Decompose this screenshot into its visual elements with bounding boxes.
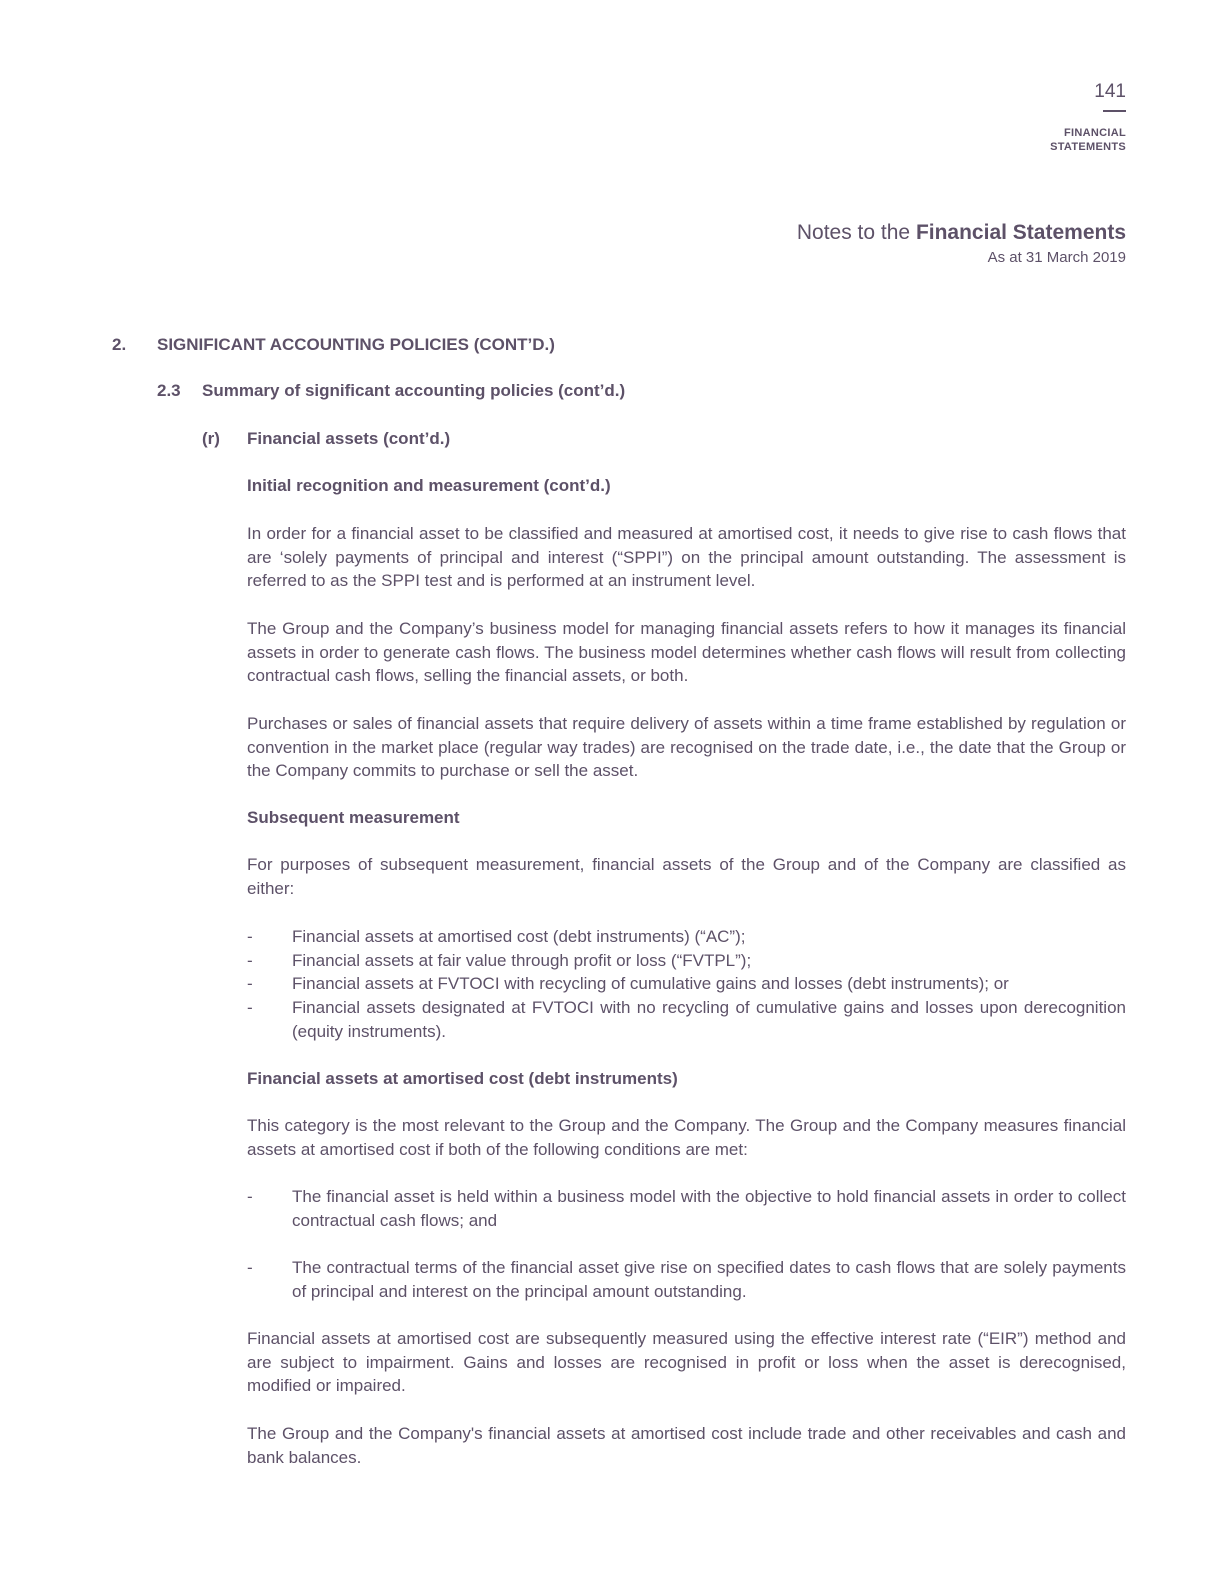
- paragraph-regular-way-trades: Purchases or sales of financial assets that require delivery of assets within a time frame established by regulation or convention in the market place (regular way trades) are recognised on the trade date, i.e., the date that the Group or the Company commits to purchase or sell the asset.: [247, 714, 1126, 781]
- document-title-prefix: Notes to the: [796, 221, 916, 244]
- document-title-bold: Financial Statements: [915, 221, 1126, 244]
- list-item: Financial assets designated at FVTOCI with no recycling of cumulative gains and losses upon derecognition (equity instruments).: [292, 998, 1126, 1041]
- paragraph-receivables: The Group and the Company's financial assets at amortised cost include trade and other receivables and cash and bank balances.: [247, 1424, 1126, 1467]
- bullet-dash: -: [247, 1258, 253, 1277]
- paragraph-sppi: In order for a financial asset to be classified and measured at amortised cost, it needs to give rise to cash flows that are ‘solely payments of principal and interest (“SPPI”) on the principal amount outstanding. The assessment is referred to as the SPPI test and is performed at an instrument level.: [247, 524, 1126, 591]
- list-item: Financial assets at amortised cost (debt instruments) (“AC”);: [292, 927, 746, 946]
- document-title: [797, 221, 1126, 245]
- list-item: Financial assets at FVTOCI with recycling of cumulative gains and losses (debt instruments); or: [292, 974, 1009, 993]
- paragraph-business-model: The Group and the Company’s business model for managing financial assets refers to how it manages its financial assets in order to generate cash flows. The business model determines whether cash flows will result from collecting contractual cash flows, selling the financial assets, or both.: [247, 619, 1126, 686]
- section-label: [1050, 126, 1126, 154]
- section-number: 2.: [112, 335, 127, 354]
- bullet-dash: -: [247, 1187, 253, 1206]
- section-label-line-1: FINANCIAL: [1064, 127, 1126, 139]
- paragraph-classification: For purposes of subsequent measurement, financial assets of the Group and of the Company are classified as either:: [247, 855, 1126, 898]
- list-item: The financial asset is held within a business model with the objective to hold financial assets in order to collect contractual cash flows; and: [292, 1187, 1126, 1230]
- subsection-number: 2.3: [157, 381, 181, 400]
- heading-initial-recognition: Initial recognition and measurement (cont’d.): [247, 476, 611, 495]
- item-title: Financial assets (cont’d.): [247, 429, 451, 448]
- section-title: SIGNIFICANT ACCOUNTING POLICIES (CONT’D.): [157, 335, 555, 354]
- page-number: 141: [1094, 81, 1126, 102]
- heading-amortised-cost: Financial assets at amortised cost (debt instruments): [247, 1069, 678, 1088]
- list-item: Financial assets at fair value through profit or loss (“FVTPL”);: [292, 951, 752, 970]
- heading-subsequent-measurement: Subsequent measurement: [247, 808, 460, 827]
- paragraph-conditions: This category is the most relevant to the Group and the Company. The Group and the Company measures financial assets at amortised cost if both of the following conditions are met:: [247, 1116, 1126, 1159]
- bullet-dash: -: [247, 951, 253, 970]
- bullet-dash: -: [247, 974, 253, 993]
- item-number: (r): [202, 429, 220, 448]
- bullet-dash: -: [247, 998, 253, 1017]
- subsection-title: Summary of significant accounting policies (cont’d.): [202, 381, 626, 400]
- bullet-dash: -: [247, 927, 253, 946]
- list-item: The contractual terms of the financial asset give rise on specified dates to cash flows that are solely payments of principal and interest on the principal amount outstanding.: [292, 1258, 1126, 1301]
- section-label-line-2: STATEMENTS: [1050, 141, 1126, 153]
- page-number-rule: [1103, 110, 1126, 112]
- document-subtitle: As at 31 March 2019: [987, 249, 1126, 266]
- paragraph-eir-method: Financial assets at amortised cost are subsequently measured using the effective interest rate (“EIR”) method and are subject to impairment. Gains and losses are recognised in profit or loss when the asset is derecognised, modified or impaired.: [247, 1329, 1126, 1396]
